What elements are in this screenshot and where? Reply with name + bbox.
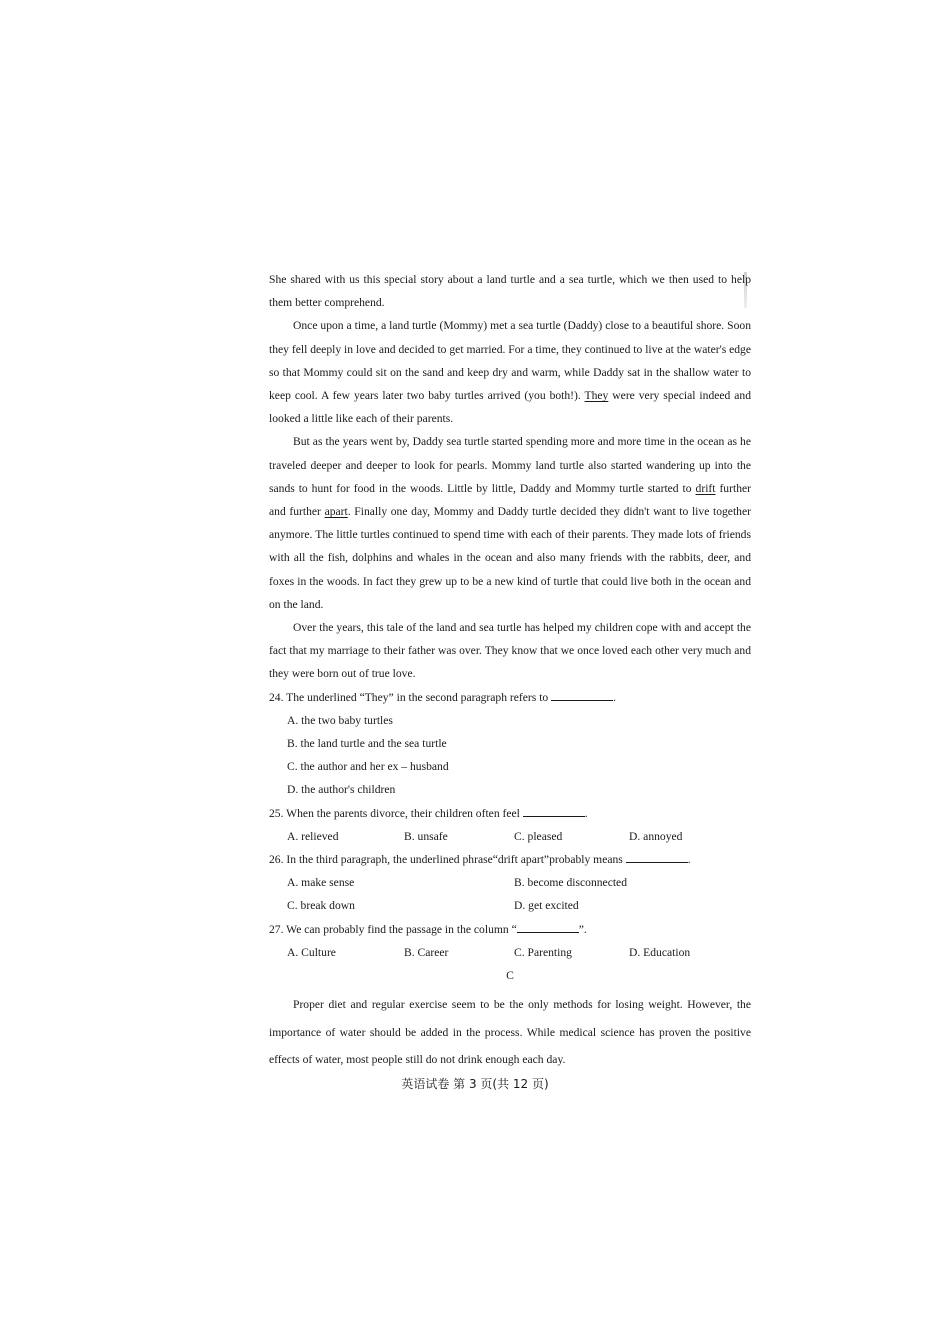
answer-blank (551, 688, 613, 701)
question-25: 25. When the parents divorce, their children often feel . (269, 802, 751, 825)
passage-c-paragraph-1: Proper diet and regular exercise seem to be the only methods for losing weight. However, the importance of water should be added in the process. While medical science has proven the positive effects of water, most people still do not drink enough each day. (269, 998, 751, 1067)
underlined-they: They (584, 389, 609, 403)
question-27: 27. We can probably find the passage in the column “ ”. (269, 918, 751, 941)
passage-b-paragraph-4: Over the years, this tale of the land and sea turtle has helped my children cope with and accept the fact that my marriage to their father was over. They know that we once loved each other very much and they were born out of true love. (269, 621, 751, 681)
q26-options-row-1 (269, 871, 751, 894)
underlined-apart: apart (324, 505, 348, 519)
q25-option-b: B. unsafe (404, 829, 448, 843)
question-26: 26. In the third paragraph, the underlined phrase“drift apart”probably means . (269, 848, 751, 871)
q25-option-d: D. annoyed (629, 829, 683, 843)
q26-option-b: B. become disconnected (514, 876, 627, 890)
q24-option-b: B. the land turtle and the sea turtle (287, 737, 447, 751)
q27-option-c: C. Parenting (514, 945, 572, 959)
q27-option-a: A. Culture (287, 945, 336, 959)
passage-b-paragraph-3: But as the years went by, Daddy sea turtle started spending more and more time in the ocean as he traveled deeper and deeper to look for pearls. Mommy land turtle also started wandering up into the sands to hunt for food in the woods. Little by little, Daddy and Mommy turtle started to drift further and further apart. Finally one day, Mommy and Daddy turtle decided they didn't want to live together anymore. The little turtles continued to spend time with each of their parents. They made lots of friends with all the fish, dolphins and whales in the ocean and also many friends with the rabbits, deer, and foxes in the woods. In fact they grew up to be a new kind of turtle that could live both in the ocean and on the land. (269, 435, 751, 611)
q25-option-a: A. relieved (287, 829, 339, 843)
q24-option-c: C. the author and her ex – husband (287, 760, 449, 774)
q25-option-c: C. pleased (514, 829, 563, 843)
q26-option-a: A. make sense (287, 876, 355, 890)
passage-b-paragraph-2: Once upon a time, a land turtle (Mommy) met a sea turtle (Daddy) close to a beautiful shore. Soon they fell deeply in love and decided to get married. For a time, they continued to live at the water's edge so that Mommy could sit on the sand and keep dry and warm, while Daddy sat in the shallow water to keep cool. A few years later two baby turtles arrived (you both!). They were very special indeed and looked a little like each of their parents. (269, 319, 752, 426)
q26-options-row-2 (269, 894, 751, 917)
answer-blank (517, 920, 579, 933)
q27-option-b: B. Career (404, 945, 449, 959)
q24-option-a: A. the two baby turtles (287, 713, 393, 727)
answer-blank (523, 804, 585, 817)
q27-options (269, 941, 751, 964)
question-24: 24. The underlined “They” in the second paragraph refers to . (269, 686, 751, 709)
q27-option-d: D. Education (629, 945, 691, 959)
page-content (269, 268, 751, 1074)
answer-blank (626, 850, 688, 863)
q24-option-d: D. the author's children (287, 783, 396, 797)
q26-option-d: D. get excited (514, 899, 579, 913)
page-footer: 英语试卷 第 3 页(共 12 页) (401, 1077, 549, 1091)
section-heading-c: C (506, 969, 514, 983)
underlined-drift: drift (695, 481, 716, 495)
q25-options (269, 825, 751, 848)
q26-option-c: C. break down (287, 899, 355, 913)
passage-b-paragraph-1: She shared with us this special story about a land turtle and a sea turtle, which we then used to help them better comprehend. (269, 273, 751, 310)
